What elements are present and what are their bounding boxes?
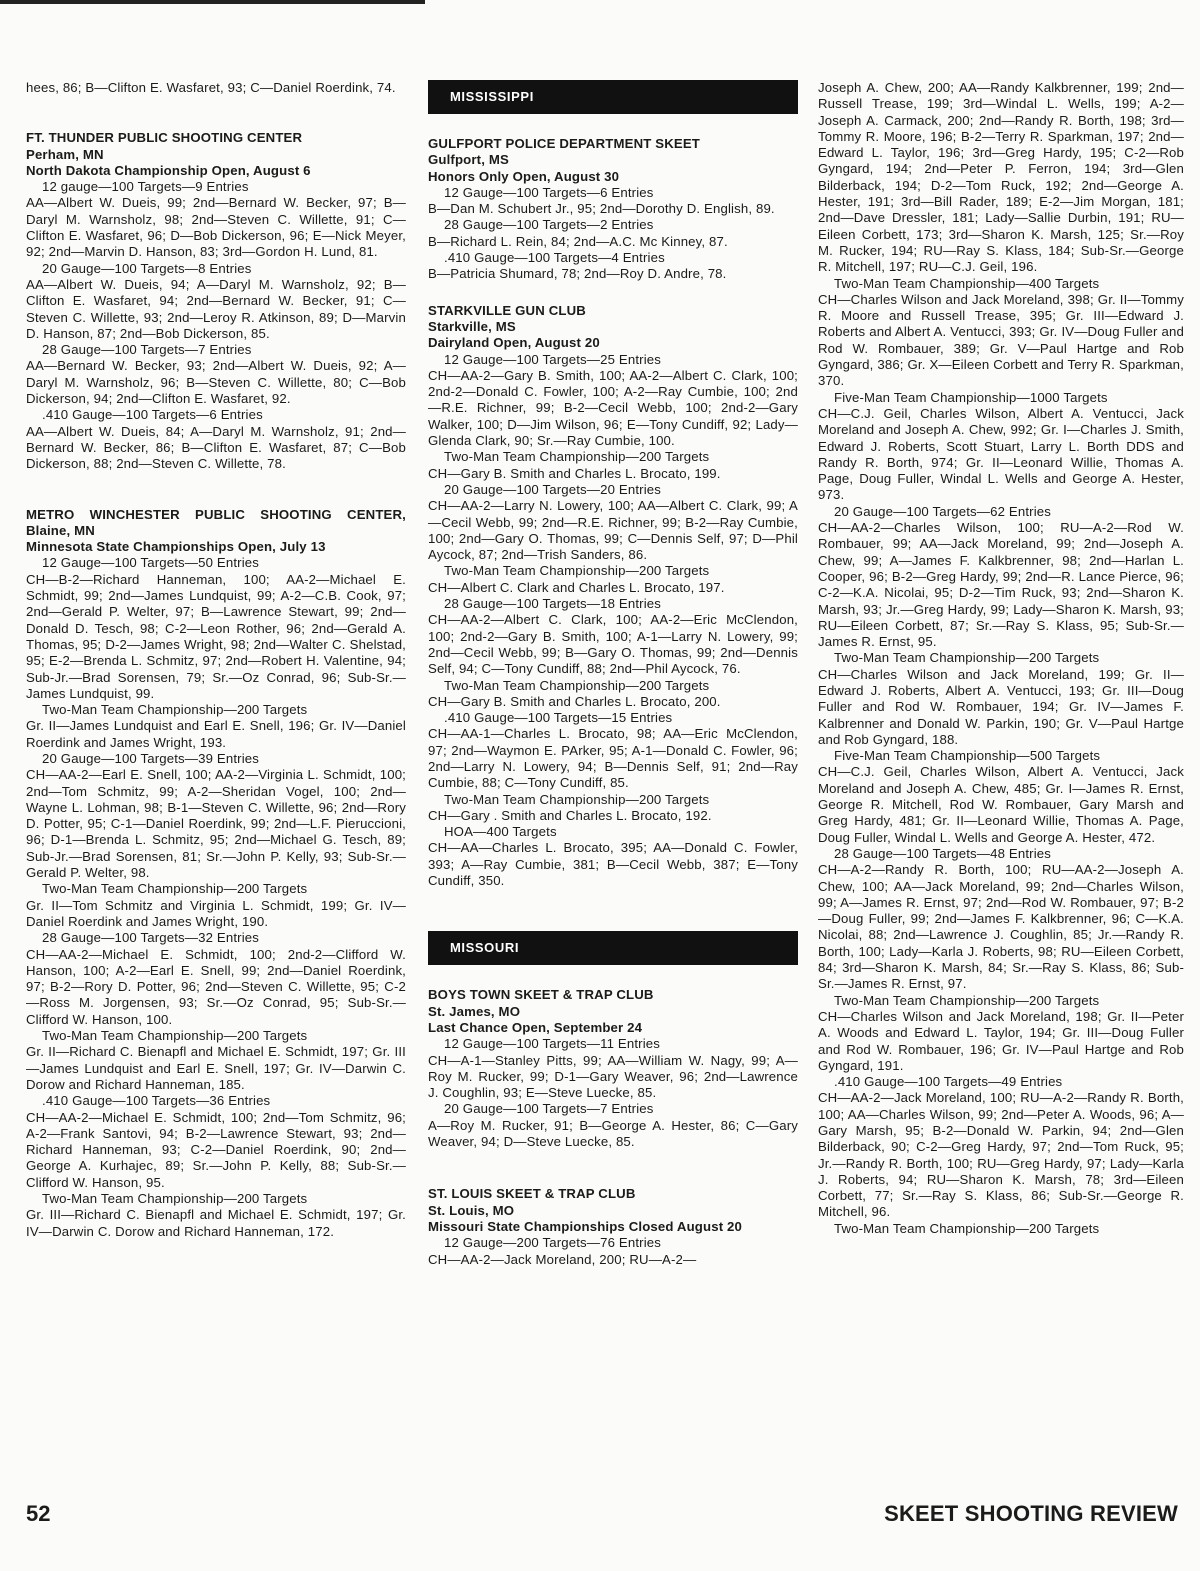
gauge-heading: 12 Gauge—100 Targets—25 Entries [444,351,662,367]
section-heading: 20 Gauge—100 Targets—62 Entries [834,503,1052,519]
event-title: North Dakota Championship Open, August 6 [26,162,311,178]
club-name: METRO WINCHESTER PUBLIC SHOOTING CENTER, Blaine, MN [26,506,406,538]
state-band-mississippi: MISSISSIPPI [428,80,798,114]
results-text: Gr. II—Richard C. Bienapfl and Michael E. Schmidt, 197; Gr. III—James Lundquist and Earl E. Snell, 197; Gr. IV—Darwin C. Dorow and Richard Hanneman, 185. [26,1044,406,1092]
event-title: Honors Only Open, August 30 [428,168,620,184]
team-heading: Two-Man Team Championship—200 Targets [444,449,710,465]
results-text: CH—AA-2—Michael E. Schmidt, 100; 2nd-2—Clifford W. Hanson, 100; A-2—Earl E. Snell, 99; 2nd—Daniel Roerdink, 97; B-2—Rory D. Potter, 96; 2nd—Steven C. Willette, 95; C-2—Ross M. Jorgensen, 93; Sr.—Oz Conrad, 95; Sub-Sr.—Clifford W. Hanson, 100. [26,946,406,1027]
column-2 [428,80,798,1268]
club-gulfport [428,136,798,283]
team-heading: Two-Man Team Championship—200 Targets [42,881,308,897]
club-location: St. James, MO [428,1003,521,1019]
club-metro-winchester [26,507,406,1240]
results-text: Gr. II—James Lundquist and Earl E. Snell, 196; Gr. IV—Daniel Roerdink and James Wright, 193. [26,718,406,750]
gauge-heading: .410 Gauge—100 Targets—6 Entries [42,407,263,423]
top-rule [0,0,425,4]
event-title: Missouri State Championships Closed August 20 [428,1218,743,1234]
event-title: Dairyland Open, August 20 [428,335,600,351]
col1-intro: hees, 86; B—Clifton E. Wasfaret, 93; C—Daniel Roerdink, 74. [26,80,396,95]
gauge-heading: 12 gauge—100 Targets—9 Entries [42,179,249,195]
section-heading: Two-Man Team Championship—200 Targets [834,650,1100,666]
event-title: Last Chance Open, September 24 [428,1019,643,1035]
section-heading: .410 Gauge—100 Targets—49 Entries [834,1074,1063,1090]
club-location: St. Louis, MO [428,1202,515,1218]
results-text: CH—AA-2—Jack Moreland, 200; RU—A-2— [428,1251,697,1267]
event-title: Minnesota State Championships Open, July 13 [26,539,326,555]
club-boys-town [428,987,798,1150]
results-text: Gr. II—Tom Schmitz and Virginia L. Schmidt, 199; Gr. IV—Daniel Roerdink and James Wright, 190. [26,897,406,929]
results-text: CH—AA-2—Gary B. Smith, 100; AA-2—Albert C. Clark, 100; 2nd-2—Donald C. Fowler, 100; A-2—Ray Cumbie, 100; 2nd—R.E. Richner, 99; B-2—Cecil Webb, 100; 2nd-2—Gary Walker, 100; D—Jim Wilson, 96; E—Tony Cundiff, 92; Lady—Glenda Clark, 90; Sr.—Ray Cumbie, 100. [428,367,798,449]
results-text: CH—AA-2—Albert C. Clark, 100; AA-2—Eric McClendon, 100; 2nd-2—Gary B. Smith, 100; A-1—Larry N. Lowery, 99; 2nd—Cecil Webb, 99; B—Gary O. Thomas, 99; 2nd—Dennis Self, 94; C—Tony Cundiff, 88; 2nd—Phil Aycock, 76. [428,612,798,677]
gauge-heading: 28 Gauge—100 Targets—32 Entries [42,930,260,946]
results-text: CH—AA-1—Charles L. Brocato, 98; AA—Eric McClendon, 97; 2nd—Waymon E. PArker, 95; A-1—Donald C. Fowler, 96; 2nd—Larry N. Lowery, 94; B—Dennis Self, 91; 2nd—Ray Cumbie, 88; C—Tony Cundiff, 85. [428,726,798,791]
results-text: CH—Gary B. Smith and Charles L. Brocato, 199. [428,465,721,481]
section-heading: 28 Gauge—100 Targets—48 Entries [834,845,1052,861]
club-starkville [428,303,798,890]
results-text: CH—AA—Charles L. Brocato, 395; AA—Donald C. Fowler, 393; A—Ray Cumbie, 381; B—Cecil Webb, 387; E—Tony Cundiff, 350. [428,840,798,889]
gauge-heading: 20 Gauge—100 Targets—7 Entries [444,1101,654,1117]
column-1 [26,80,406,1240]
results-text: Joseph A. Chew, 200; AA—Randy Kalkbrenner, 199; 2nd—Russell Trease, 199; 3rd—Windal L. Wells, 199; A-2—Joseph A. Carmack, 200; 2nd—Randy R. Borth, 198; 3rd—Tommy R. Moore, 196; B-2—Terry R. Sparkman, 197; 2nd—Edward L. Taylor, 196; 3rd—Greg Hardy, 195; C-2—Rob Gyngard, 194; 2nd—Peter P. Ferron, 194; 3rd—Glen Bilderback, 194; D-2—Tom Ruck, 192; 2nd—George A. Hester, 191; 3rd—Bill Rader, 189; E-2—Jim Morgan, 181; 2nd—Dave Dressler, 181; Lady—Sallie Durbin, 191; RU—Eileen Corbett, 173; 3rd—Sharon K. Marsh, 125; Sr.—Roy M. Rucker, 194; RU—Ray S. Klass, 184; Sub-Sr.—George R. Mitchell, 197; RU—C.J. Geil, 196. [818,80,1184,275]
club-ft-thunder [26,130,406,472]
results-text: CH—C.J. Geil, Charles Wilson, Albert A. Ventucci, Jack Moreland and Joseph A. Chew, 485; Gr. I—James R. Ernst, George R. Mitchell, Rod W. Rombauer, Gary Marsh and Greg Hardy, 481; Gr. II—Leonard Willie, Thomas A. Page, Doug Fuller, Windal L. Wells and George A. Hester, 472. [818,764,1184,845]
state-band-missouri: MISSOURI [428,931,798,965]
results-text: CH—AA-2—Larry N. Lowery, 100; AA—Albert C. Clark, 99; A—Cecil Webb, 99; 2nd—R.E. Richner, 99; B-2—Ray Cumbie, 100; 2nd—Gary O. Thomas, 99; C—Dennis Self, 97; D—Phil Aycock, 87; 2nd—Trish Sanders, 86. [428,498,798,563]
team-heading: Two-Man Team Championship—200 Targets [444,791,710,807]
results-text: CH—Gary . Smith and Charles L. Brocato, 192. [428,807,712,823]
team-heading: Two-Man Team Championship—200 Targets [444,563,710,579]
section-heading: Five-Man Team Championship—1000 Targets [834,389,1108,405]
results-text: A—Roy M. Rucker, 91; B—George A. Hester, 86; C—Gary Weaver, 94; D—Steve Luecke, 85. [428,1117,798,1150]
section-heading: Five-Man Team Championship—500 Targets [834,748,1101,764]
gauge-heading: 12 Gauge—200 Targets—76 Entries [444,1235,662,1251]
results-text: CH—Albert C. Clark and Charles L. Brocato, 197. [428,579,725,595]
results-text: B—Richard L. Rein, 84; 2nd—A.C. Mc Kinney, 87. [428,233,728,249]
page-number: 52 [26,1501,51,1526]
results-text: AA—Albert W. Dueis, 94; A—Daryl M. Warnsholz, 92; B—Clifton E. Wasfaret, 94; 2nd—Bernard W. Becker, 91; C—Steven C. Willette, 93; 2nd—Leroy R. Atkinson, 89; D—Marvin D. Hanson, 87; 2nd—Bob Dickerson, 85. [26,276,406,341]
gauge-heading: .410 Gauge—100 Targets—15 Entries [444,710,673,726]
club-location: Perham, MN [26,146,104,162]
results-text: CH—AA-2—Jack Moreland, 100; RU—A-2—Randy R. Borth, 100; AA—Charles Wilson, 99; 2nd—Peter A. Woods, 96; A—Gary Marsh, 95; B-2—Donald W. Parkin, 94; 2nd—Glen Bilderback, 90; C-2—Greg Hardy, 97; 2nd—Tom Ruck, 95; Jr.—Randy R. Borth, 100; RU—Greg Hardy, 97; Lady—Karla J. Roberts, 94; RU—Sharon K. Marsh, 78; 3rd—Eileen Corbett, 77; Sr.—Ray S. Klass, 86; Sub-Sr.—George R. Mitchell, 96. [818,1090,1184,1220]
section-heading: Two-Man Team Championship—200 Targets [834,992,1100,1008]
hoa-heading: HOA—400 Targets [444,824,557,840]
results-text: CH—Gary B. Smith and Charles L. Brocato, 200. [428,693,721,709]
club-name: GULFPORT POLICE DEPARTMENT SKEET [428,136,700,151]
gauge-heading: 20 Gauge—100 Targets—39 Entries [42,750,260,766]
gauge-heading: 20 Gauge—100 Targets—8 Entries [42,260,252,276]
gauge-heading: 12 Gauge—100 Targets—11 Entries [444,1036,661,1052]
results-text: CH—B-2—Richard Hanneman, 100; AA-2—Michael E. Schmidt, 99; 2nd—James Lundquist, 99; A-2—C.B. Cook, 97; 2nd—Gerald P. Welter, 97; B—Lawrence Stewart, 99; 2nd—Donald D. Tesch, 98; C-2—Leon Rother, 96; 2nd—Gerald A. Thomas, 95; D-2—James Wright, 98; 2nd—Walter C. Shelstad, 95; E-2—Brenda L. Schmitz, 97; 2nd—Robert H. Valentine, 94; Sub-Jr.—Brad Sorensen, 79; Sr.—Oz Conrad, 96; Sub-Sr.—James Lundquist, 99. [26,571,406,701]
club-name: BOYS TOWN SKEET & TRAP CLUB [428,987,654,1003]
gauge-heading: .410 Gauge—100 Targets—36 Entries [42,1093,271,1109]
team-heading: Two-Man Team Championship—200 Targets [42,702,308,718]
results-text: AA—Albert W. Dueis, 99; 2nd—Bernard W. Becker, 97; B—Daryl M. Warnsholz, 98; 2nd—Steven C. Willette, 91; C—Clifton E. Wasfaret, 96; D—Bob Dickerson, 96; E—Nick Meyer, 92; 2nd—Marvin D. Hanson, 83; 3rd—Gordon H. Lund, 81. [26,195,406,260]
gauge-heading: 28 Gauge—100 Targets—18 Entries [444,596,662,612]
magazine-title: SKEET SHOOTING REVIEW [884,1501,1178,1526]
results-text: CH—AA-2—Earl E. Snell, 100; AA-2—Virginia L. Schmidt, 100; 2nd—Tom Schmitz, 99; A-2—Sheridan Vogel, 100; 2nd—Wayne L. Lohman, 98; B-1—Steven C. Willette, 96; 2nd—Rory D. Potter, 95; C-1—Daniel Roerdink, 99; 2nd—L.F. Pieruccioni, 96; D-1—Brenda L. Schmitz, 95; 2nd—Michael G. Tesch, 89; Sub-Jr.—Brad Sorensen, 81; Sr.—John P. Kelly, 93; Sub-Sr.—Gerald P. Welter, 98. [26,767,406,881]
results-text: B—Dan M. Schubert Jr., 95; 2nd—Dorothy D. English, 89. [428,201,775,217]
gauge-heading: 28 Gauge—100 Targets—7 Entries [42,342,252,358]
results-text: CH—Charles Wilson and Jack Moreland, 398; Gr. II—Tommy R. Moore and Russell Trease, 395; Gr. III—Edward J. Roberts and Albert A. Ventucci, 393; Gr. IV—Doug Fuller and Rod W. Rombauer, 389; Gr. V—Paul Hartge and Rob Gyngard, 386; Gr. X—Eileen Corbett and Terry R. Sparkman, 370. [818,291,1184,389]
results-text: CH—AA-2—Charles Wilson, 100; RU—A-2—Rod W. Rombauer, 99; AA—Jack Moreland, 99; 2nd—Joseph A. Chew, 99; A—James F. Kalkbrenner, 98; 2nd—Harlan L. Cooper, 96; B-2—Greg Hardy, 99; 2nd—R. Lance Pierce, 96; C-2—K.A. Nicolai, 95; D-2—Tim Ruck, 93; 2nd—Sharon K. Marsh, 93; Jr.—Greg Hardy, 99; Lady—Sharon K. Marsh, 93; RU—Eileen Corbett, 87; Sr.—Ray S. Klass, 95; Sub-Sr.—James R. Ernst, 95. [818,520,1184,650]
results-text: CH—Charles Wilson and Jack Moreland, 199; Gr. II—Edward J. Roberts, Albert A. Ventucci, 193; Gr. III—Doug Fuller and Rod W. Rombauer, 194; Gr. IV—James F. Kalbrenner and Donald W. Parkin, 190; Gr. V—Paul Hartge and Rob Gyngard, 188. [818,666,1184,747]
section-heading: Two-Man Team Championship—200 Targets [834,1220,1100,1236]
gauge-heading: 28 Gauge—100 Targets—2 Entries [444,217,654,233]
gauge-heading: 20 Gauge—100 Targets—20 Entries [444,481,662,497]
gauge-heading: 12 Gauge—100 Targets—6 Entries [444,184,654,200]
club-name: FT. THUNDER PUBLIC SHOOTING CENTER [26,130,303,146]
results-text: CH—AA-2—Michael E. Schmidt, 100; 2nd—Tom Schmitz, 96; A-2—Frank Santovi, 94; B-2—Lawrence Stewart, 93; 2nd—Richard Hanneman, 93; C-2—Daniel Roerdink, 90; 2nd—George A. Kurhajec, 89; Sr.—John P. Kelly, 88; Sub-Sr.—Clifford W. Hanson, 95. [26,1109,406,1190]
team-heading: Two-Man Team Championship—200 Targets [444,677,710,693]
col3-results [818,80,1184,1237]
results-text: Gr. III—Richard C. Bienapfl and Michael E. Schmidt, 197; Gr. IV—Darwin C. Dorow and Richard Hanneman, 172. [26,1207,406,1239]
club-location: Gulfport, MS [428,152,509,168]
results-text: CH—A-1—Stanley Pitts, 99; AA—William W. Nagy, 99; A—Roy M. Rucker, 99; D-1—Gary Weaver, 96; 2nd—Lawrence J. Coughlin, 93; E—Steve Luecke, 85. [428,1052,798,1101]
gauge-heading: 12 Gauge—100 Targets—50 Entries [42,555,260,571]
club-st-louis [428,1186,798,1267]
section-heading: Two-Man Team Championship—400 Targets [834,275,1100,291]
results-text: AA—Albert W. Dueis, 84; A—Daryl M. Warnsholz, 91; 2nd—Bernard W. Becker, 86; B—Clifton E. Wasfaret, 87; C—Bob Dickerson, 88; 2nd—Steven C. Willette, 78. [26,423,406,472]
club-location: Starkville, MS [428,318,516,334]
team-heading: Two-Man Team Championship—200 Targets [42,1028,308,1044]
gauge-heading: .410 Gauge—100 Targets—4 Entries [444,250,665,266]
results-text: CH—Charles Wilson and Jack Moreland, 198; Gr. II—Peter A. Woods and Edward L. Taylor, 194; Gr. III—Doug Fuller and Rod W. Rombauer, 196; Gr. IV—Paul Hartge and Rob Gyngard, 191. [818,1008,1184,1073]
club-name: STARKVILLE GUN CLUB [428,302,586,318]
results-text: CH—C.J. Geil, Charles Wilson, Albert A. Ventucci, Jack Moreland and Joseph A. Chew, 992; Gr. I—Charles J. Smith, Edward J. Roberts, Scott Stuart, Larry L. Borth DDS and Randy R. Borth, 974; Gr. II—Leonard Willie, Thomas A. Page, Doug Fuller, Windal L. Wells and George A. Hester, 973. [818,405,1184,503]
team-heading: Two-Man Team Championship—200 Targets [42,1191,308,1206]
results-text: CH—A-2—Randy R. Borth, 100; RU—AA-2—Joseph A. Chew, 100; AA—Jack Moreland, 99; 2nd—Charles Wilson, 99; A—James R. Ernst, 97; 2nd—Rod W. Rombauer, 97; B-2—Doug Fuller, 99; 2nd—James F. Kalkbrenner, 96; C—K.A. Nicolai, 88; 2nd—Lawrence J. Coughlin, 85; Jr.—Randy R. Borth, 100; Lady—Karla J. Roberts, 98; RU—Eileen Corbett, 84; 3rd—Sharon K. Marsh, 84; Sr.—Ray S. Klass, 86; Sub-Sr.—James R. Ernst, 97. [818,862,1184,992]
results-text: AA—Bernard W. Becker, 93; 2nd—Albert W. Dueis, 92; A—Daryl M. Warnsholz, 96; B—Steven C. Willette, 80; C—Bob Dickerson, 94; 2nd—Clifton E. Wasfaret, 92. [26,358,406,407]
club-name: ST. LOUIS SKEET & TRAP CLUB [428,1186,636,1202]
column-3 [818,80,1184,1237]
results-text: B—Patricia Shumard, 78; 2nd—Roy D. Andre, 78. [428,266,727,282]
